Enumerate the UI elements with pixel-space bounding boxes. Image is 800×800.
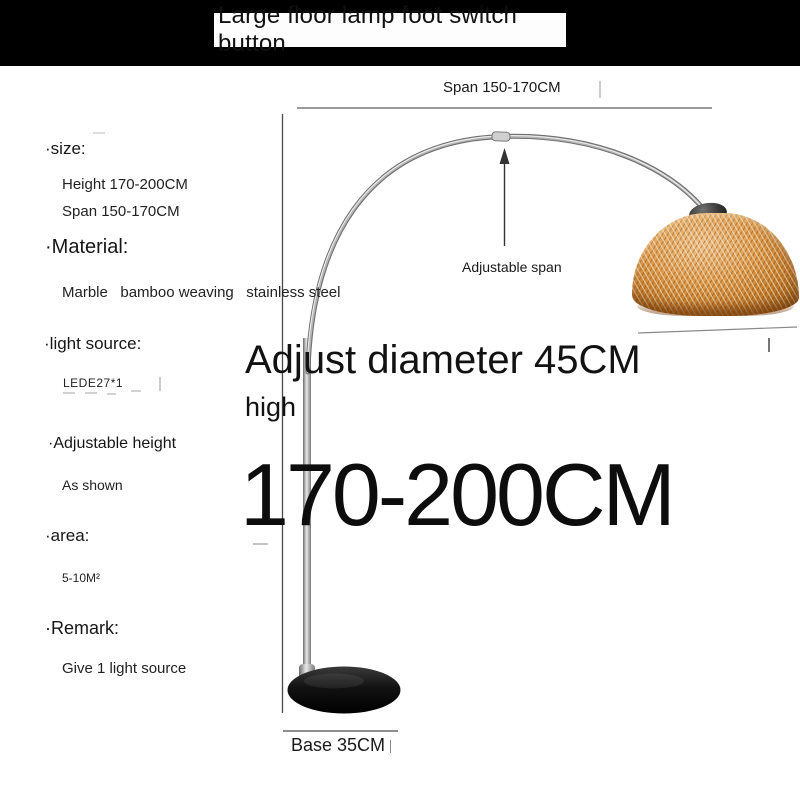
- spec-adjheight-value: As shown: [62, 477, 123, 493]
- spec-remark-label: ·Remark:: [45, 618, 120, 638]
- diameter-dimension-line: [638, 327, 797, 333]
- height-range-label: 170-200CM: [240, 445, 673, 544]
- spec-area-value: 5-10M²: [62, 571, 101, 585]
- spec-size-height: Height 170-200CM: [62, 176, 188, 193]
- spec-remark-value: Give 1 light source: [62, 660, 187, 677]
- spec-material-value: Marble bamboo weaving stainless steel: [62, 284, 341, 301]
- arc-joint: [492, 132, 510, 142]
- page-title: Large floor lamp foot switch button: [218, 2, 518, 57]
- spec-lightsource-label: ·light source:: [44, 334, 142, 353]
- lamp-base: [288, 667, 401, 714]
- spec-size-label: ·size:: [45, 139, 86, 158]
- spec-material-label: ·Material:: [45, 236, 129, 258]
- arrow-up-icon: [500, 148, 510, 246]
- adjustable-span-label: Adjustable span: [462, 259, 562, 275]
- base-size-label: Base 35CM: [291, 735, 386, 755]
- spec-lightsource-value: LEDE27*1: [63, 376, 124, 390]
- height-word-label: high: [245, 392, 297, 422]
- spec-adjheight-label: ·Adjustable height: [48, 435, 177, 452]
- span-top-label: Span 150-170CM: [443, 79, 561, 96]
- spec-size-span: Span 150-170CM: [62, 203, 180, 220]
- spec-area-label: ·area:: [45, 526, 90, 545]
- diameter-label: Adjust diameter 45CM: [245, 338, 641, 382]
